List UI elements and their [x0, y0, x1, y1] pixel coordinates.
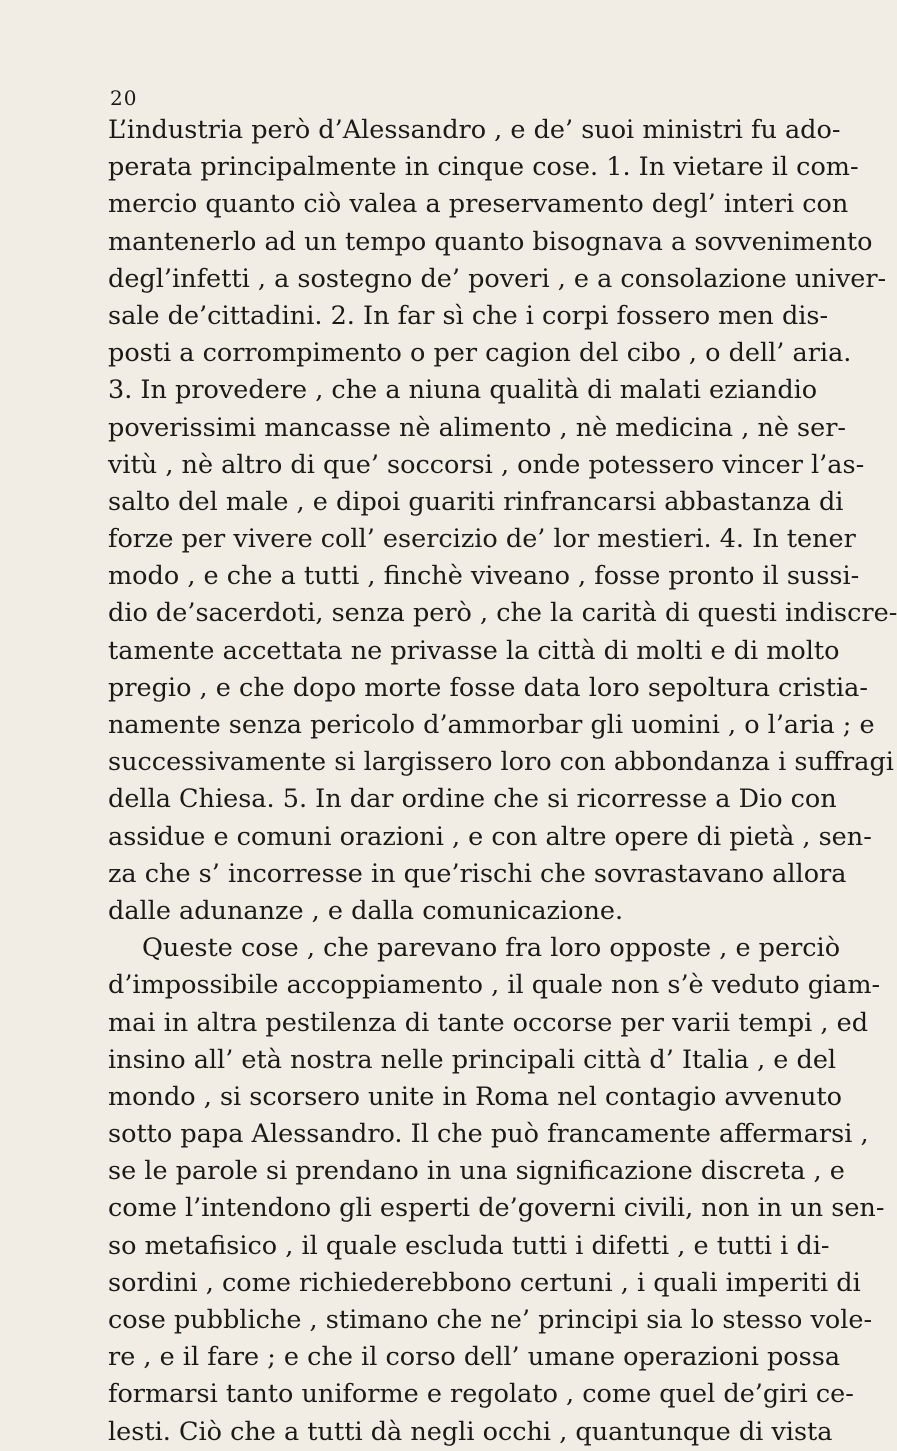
text-line: cose pubbliche , stimano che ne’ principi sia lo stesso vole-	[108, 1305, 873, 1335]
text-line: sale de’cittadini. 2. In far sì che i corpi fossero men dis-	[108, 300, 829, 331]
body-text	[108, 112, 897, 1451]
text-line: mantenerlo ad un tempo quanto bisognava a sovvenimento	[108, 226, 873, 257]
text-line: d’impossibile accoppiamento , il quale non s’è veduto giam-	[108, 970, 881, 1001]
text-line: dalle adunanze , e dalla comunicazione.	[108, 895, 624, 926]
text-line: tamente accettata ne privasse la città di molti e di molto	[108, 635, 840, 666]
text-line: perata principalmente in cinque cose. 1. In vietare il com-	[108, 152, 859, 183]
text-line: 3. In provedere , che a niuna qualità di malati eziandio	[108, 375, 818, 406]
text-line: mondo , si scorsero unite in Roma nel contagio avvenuto	[108, 1081, 842, 1112]
text-line: successivamente si largissero loro con abbondanza i suffragi	[108, 747, 894, 778]
page-number: 20	[110, 86, 138, 110]
text-line: formarsi tanto uniforme e regolato , come quel de’giri ce-	[108, 1379, 854, 1410]
text-line: se le parole si prendano in una significazione discreta , e	[108, 1156, 845, 1187]
text-line: della Chiesa. 5. In dar ordine che si ricorresse a Dio con	[108, 784, 837, 815]
text-line: Queste cose , che parevano fra loro opposte , e perciò	[142, 933, 841, 964]
text-line: za che s’ incorresse in que’rischi che sovrastavano allora	[108, 858, 847, 889]
text-line: salto del male , e dipoi guariti rinfrancarsi abbastanza di	[108, 486, 844, 517]
text-line: namente senza pericolo d’ammorbar gli uomini , o l’aria ; e	[108, 710, 875, 740]
text-line: re , e il fare ; e che il corso dell’ umane operazioni possa	[108, 1342, 841, 1373]
text-line: degl’infetti , a sostegno de’ poveri , e a consolazione univer-	[108, 263, 887, 294]
text-line: sordini , come richiederebbono certuni , i quali imperiti di	[108, 1267, 861, 1298]
text-line: pregio , e che dopo morte fosse data loro sepoltura cristia-	[108, 672, 868, 703]
text-line: sotto papa Alessandro. Il che può francamente affermarsi ,	[108, 1119, 869, 1150]
text-line: modo , e che a tutti , finchè viveano , fosse pronto il sussi-	[108, 561, 860, 592]
text-line: come l’intendono gli esperti de’governi civili, non in un sen-	[108, 1193, 885, 1224]
text-line: insino all’ età nostra nelle principali città d’ Italia , e del	[108, 1044, 837, 1075]
text-line: vitù , nè altro di que’ soccorsi , onde potessero vincer l’as-	[108, 449, 865, 480]
text-line: lesti. Ciò che a tutti dà negli occhi , quantunque di vista	[108, 1416, 833, 1447]
text-line: poverissimi mancasse nè alimento , nè medicina , nè ser-	[108, 412, 847, 443]
text-line: assidue e comuni orazioni , e con altre opere di pietà , sen-	[108, 821, 872, 852]
text-line: mai in altra pestilenza di tante occorse per varii tempi , ed	[108, 1007, 869, 1038]
text-line: posti a corrompimento o per cagion del cibo , o dell’ aria.	[108, 338, 852, 369]
text-line: L’industria però d’Alessandro , e de’ suoi ministri fu ado-	[108, 115, 841, 145]
text-line: so metafisico , il quale escluda tutti i difetti , e tutti i di-	[108, 1230, 830, 1261]
text-line: forze per vivere coll’ esercizio de’ lor mestieri. 4. In tener	[108, 524, 856, 555]
text-line: dio de’sacerdoti, senza però , che la carità di questi indiscre-	[108, 598, 897, 629]
text-line: mercio quanto ciò valea a preservamento degl’ interi con	[108, 189, 849, 220]
